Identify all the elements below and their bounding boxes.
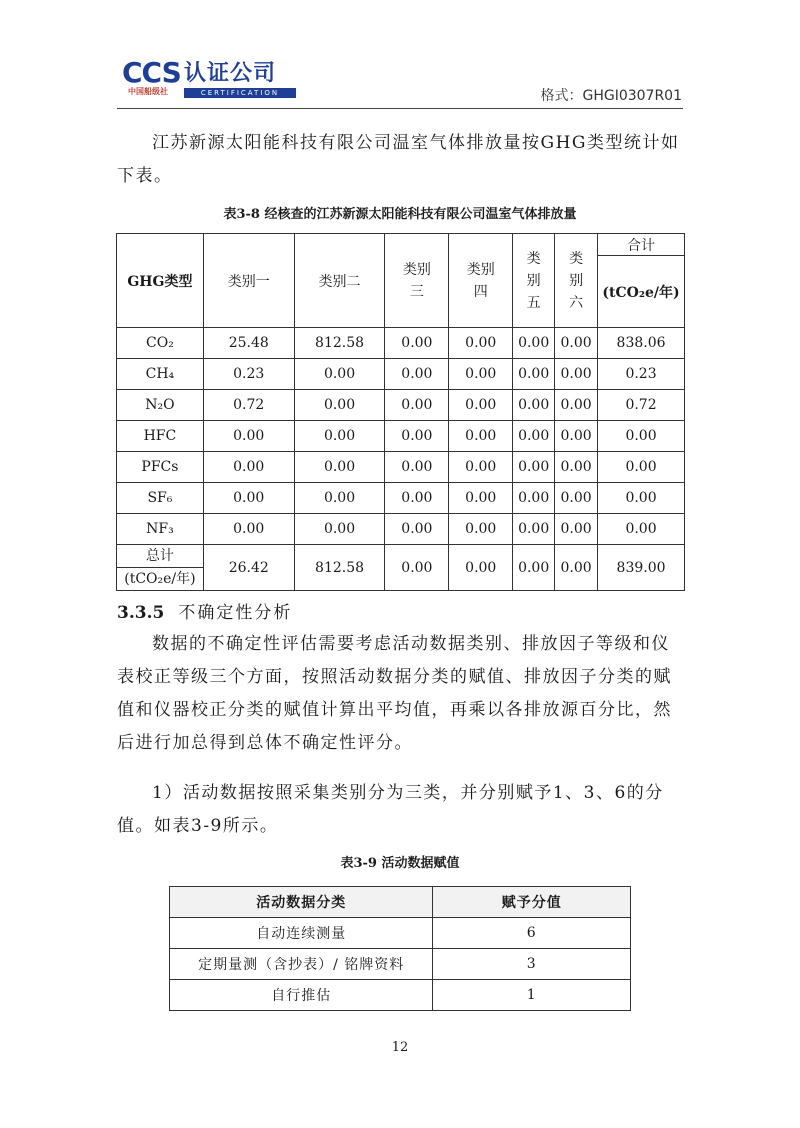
total-row xyxy=(117,545,685,591)
header-category-5-line3: 五 xyxy=(526,294,541,311)
format-code: 格式：GHGI0307R01 xyxy=(540,88,682,104)
cell-cat4: 0.00 xyxy=(449,421,513,452)
table-row xyxy=(117,359,685,390)
table-3-9-caption: 表3-9 活动数据赋值 xyxy=(340,856,460,871)
cell-cat1: 0.00 xyxy=(203,483,294,514)
total-label-cell xyxy=(117,545,204,591)
cell-cat5: 0.00 xyxy=(513,390,555,421)
cell-cat2: 0.00 xyxy=(294,452,385,483)
cell-cat2: 0.00 xyxy=(294,514,385,545)
header-total-label: 合计 xyxy=(598,234,685,256)
cell-cat1: 0.00 xyxy=(203,452,294,483)
total-cat1: 26.42 xyxy=(203,545,294,591)
logo-sub-cn-text: 中国船级社 xyxy=(128,87,168,96)
ccs-certification-logo xyxy=(122,56,302,100)
table-row xyxy=(170,949,631,980)
cell-gas: SF₆ xyxy=(117,483,204,514)
table-row xyxy=(117,421,685,452)
header-divider xyxy=(117,108,683,109)
cell-total: 0.00 xyxy=(598,452,685,483)
cell-score: 6 xyxy=(433,918,631,949)
cell-cat6: 0.00 xyxy=(555,328,598,359)
header-category-3 xyxy=(385,234,449,328)
cell-cat4: 0.00 xyxy=(449,328,513,359)
header-category-6-line3: 六 xyxy=(569,294,584,311)
cell-total: 0.72 xyxy=(598,390,685,421)
header-category-3-line1: 类别 xyxy=(402,261,431,278)
cell-cat3: 0.00 xyxy=(385,421,449,452)
cell-cat5: 0.00 xyxy=(513,421,555,452)
cell-category: 定期量测（含抄表）/ 铭牌资料 xyxy=(170,949,433,980)
cell-gas: N₂O xyxy=(117,390,204,421)
cell-category: 自动连续测量 xyxy=(170,918,433,949)
header-category-6 xyxy=(555,234,598,328)
header-category-5 xyxy=(513,234,555,328)
cell-cat1: 0.72 xyxy=(203,390,294,421)
cell-cat6: 0.00 xyxy=(555,483,598,514)
cell-cat5: 0.00 xyxy=(513,359,555,390)
cell-cat1: 25.48 xyxy=(203,328,294,359)
total-grand: 839.00 xyxy=(598,545,685,591)
cell-cat3: 0.00 xyxy=(385,483,449,514)
header-category-4-line1: 类别 xyxy=(466,261,495,278)
intro-paragraph xyxy=(117,127,683,193)
header-total-unit: (tCO₂e/年) xyxy=(598,256,685,328)
emissions-table xyxy=(116,233,685,591)
logo-ccs-text: CCS xyxy=(122,56,181,89)
cell-cat5: 0.00 xyxy=(513,483,555,514)
cell-cat3: 0.00 xyxy=(385,452,449,483)
header-category-1: 类别一 xyxy=(203,234,294,328)
uncertainty-paragraph: 数据的不确定性评估需要考虑活动数据类别、排放因子等级和仪表校正等级三个方面，按照活动数据分类的赋值、排放因子分类的赋值和仪器校正分类的赋值计算出平均值，再乘以各排放源百分比，然后进行加总得到总体不确定性评分。 xyxy=(117,634,672,753)
total-label: 总计 xyxy=(117,545,203,568)
header-category-4-line2: 四 xyxy=(473,283,488,300)
logo-cn-text: 认证公司 xyxy=(184,61,277,86)
cell-cat1: 0.00 xyxy=(203,514,294,545)
total-cat2: 812.58 xyxy=(294,545,385,591)
cell-cat4: 0.00 xyxy=(449,359,513,390)
cell-cat5: 0.00 xyxy=(513,452,555,483)
cell-cat3: 0.00 xyxy=(385,359,449,390)
cell-cat4: 0.00 xyxy=(449,483,513,514)
cell-gas: PFCs xyxy=(117,452,204,483)
cell-total: 0.00 xyxy=(598,483,685,514)
table-row xyxy=(117,328,685,359)
section-title: 不确定性分析 xyxy=(178,603,293,623)
cell-cat6: 0.00 xyxy=(555,390,598,421)
cell-total: 0.00 xyxy=(598,514,685,545)
cell-cat3: 0.00 xyxy=(385,328,449,359)
table-row xyxy=(117,514,685,545)
cell-cat2: 812.58 xyxy=(294,328,385,359)
cell-gas: NF₃ xyxy=(117,514,204,545)
table-3-8-caption: 表3-8 经核查的江苏新源太阳能科技有限公司温室气体排放量 xyxy=(223,207,577,222)
total-cat3: 0.00 xyxy=(385,545,449,591)
cell-cat3: 0.00 xyxy=(385,514,449,545)
section-heading xyxy=(117,598,292,623)
table-row xyxy=(117,483,685,514)
cell-cat1: 0.00 xyxy=(203,421,294,452)
cell-total: 0.00 xyxy=(598,421,685,452)
cell-cat2: 0.00 xyxy=(294,390,385,421)
cell-cat6: 0.00 xyxy=(555,421,598,452)
intro-paragraph-text: 江苏新源太阳能科技有限公司温室气体排放量按GHG类型统计如下表。 xyxy=(117,133,680,186)
cell-category: 自行推估 xyxy=(170,980,433,1011)
cell-cat3: 0.00 xyxy=(385,390,449,421)
header-score: 赋予分值 xyxy=(433,887,631,918)
cell-cat2: 0.00 xyxy=(294,483,385,514)
cell-cat4: 0.00 xyxy=(449,390,513,421)
header-category-5-line2: 别 xyxy=(526,272,541,289)
table-row xyxy=(170,980,631,1011)
header-category-2: 类别二 xyxy=(294,234,385,328)
cell-score: 1 xyxy=(433,980,631,1011)
activity-data-score-table xyxy=(169,886,631,1011)
cell-cat4: 0.00 xyxy=(449,514,513,545)
cell-cat4: 0.00 xyxy=(449,452,513,483)
header-category-6-line2: 别 xyxy=(569,272,584,289)
cell-gas: CH₄ xyxy=(117,359,204,390)
logo-sub-en-text: CERTIFICATION xyxy=(184,88,296,98)
cell-total: 838.06 xyxy=(598,328,685,359)
cell-cat6: 0.00 xyxy=(555,514,598,545)
total-cat5: 0.00 xyxy=(513,545,555,591)
cell-total: 0.23 xyxy=(598,359,685,390)
page-number: 12 xyxy=(391,1040,409,1055)
header-category-5-line1: 类 xyxy=(526,250,541,267)
cell-cat6: 0.00 xyxy=(555,452,598,483)
table-row xyxy=(117,452,685,483)
table-row xyxy=(117,390,685,421)
section-number: 3.3.5 xyxy=(117,603,165,623)
header-category-6-line1: 类 xyxy=(569,250,584,267)
header-ghg-type: GHG类型 xyxy=(117,234,204,328)
total-cat4: 0.00 xyxy=(449,545,513,591)
cell-cat6: 0.00 xyxy=(555,359,598,390)
cell-gas: CO₂ xyxy=(117,328,204,359)
header-activity-category: 活动数据分类 xyxy=(170,887,433,918)
header-category-4 xyxy=(449,234,513,328)
cell-cat1: 0.23 xyxy=(203,359,294,390)
table-row xyxy=(170,918,631,949)
cell-cat5: 0.00 xyxy=(513,328,555,359)
cell-gas: HFC xyxy=(117,421,204,452)
cell-cat2: 0.00 xyxy=(294,359,385,390)
cell-cat5: 0.00 xyxy=(513,514,555,545)
total-unit: (tCO₂e/年) xyxy=(124,571,196,587)
header-category-3-line2: 三 xyxy=(409,283,424,300)
cell-score: 3 xyxy=(433,949,631,980)
cell-cat2: 0.00 xyxy=(294,421,385,452)
activity-data-paragraph: 1）活动数据按照采集类别分为三类，并分别赋予1、3、6的分值。如表3-9所示。 xyxy=(117,783,664,836)
total-cat6: 0.00 xyxy=(555,545,598,591)
